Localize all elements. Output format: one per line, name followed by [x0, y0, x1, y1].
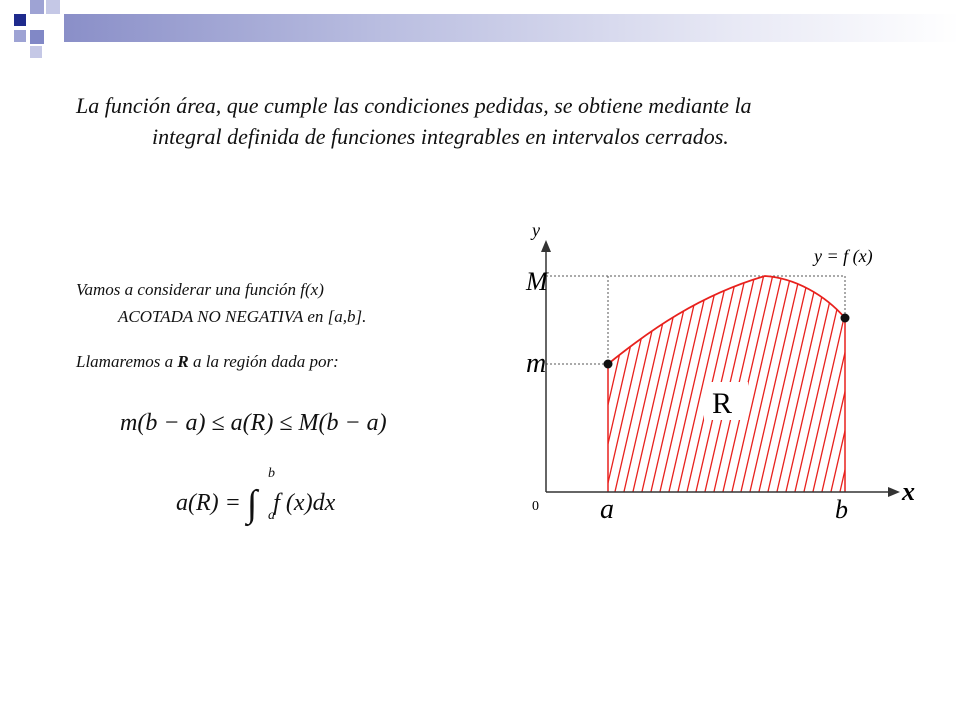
- integral-lhs: a(R) =: [176, 490, 241, 516]
- a-label: a: [600, 494, 614, 525]
- function-label: y = f (x): [814, 246, 873, 266]
- y-axis-arrow: [541, 240, 551, 252]
- origin-label: 0: [532, 499, 539, 514]
- b-label: b: [835, 495, 848, 524]
- hatch-line: [848, 270, 900, 496]
- point-b: [841, 314, 850, 323]
- hatch-line: [857, 270, 909, 496]
- hatch-line: [839, 270, 891, 496]
- x-axis-label: x: [902, 477, 915, 506]
- region-label: R: [712, 387, 733, 420]
- hatch-line: [866, 270, 918, 496]
- y-axis-label: y: [532, 220, 540, 240]
- x-axis-arrow: [888, 487, 900, 497]
- hatch-line: [893, 270, 945, 496]
- region-symbol: R: [177, 352, 189, 371]
- min-label: m: [526, 348, 547, 379]
- inequality-equation: m(b − a) ≤ a(R) ≤ M(b − a): [120, 410, 387, 436]
- body-line-2: ACOTADA NO NEGATIVA en [a,b].: [118, 307, 367, 326]
- integral-body: f (x)dx: [273, 490, 336, 516]
- integral-lower-limit: a: [268, 508, 275, 523]
- body-line-3-post: a la región dada por:: [192, 352, 339, 371]
- title-line-1: La función área, que cumple las condiciones pedidas, se obtiene mediante la: [76, 93, 752, 118]
- body-line-1: Vamos a considerar una función f(x): [76, 280, 324, 299]
- integral-sign: ∫: [246, 483, 258, 525]
- body-line-3-pre: Llamaremos a: [76, 352, 178, 371]
- hatch-line: [875, 270, 927, 496]
- integral-upper-limit: b: [268, 466, 275, 481]
- point-a: [604, 360, 613, 369]
- max-label: M: [526, 267, 548, 296]
- hatch-line: [884, 270, 936, 496]
- hatch-line: [560, 270, 612, 496]
- title-line-2: integral definida de funciones integrables en intervalos cerrados.: [152, 124, 729, 149]
